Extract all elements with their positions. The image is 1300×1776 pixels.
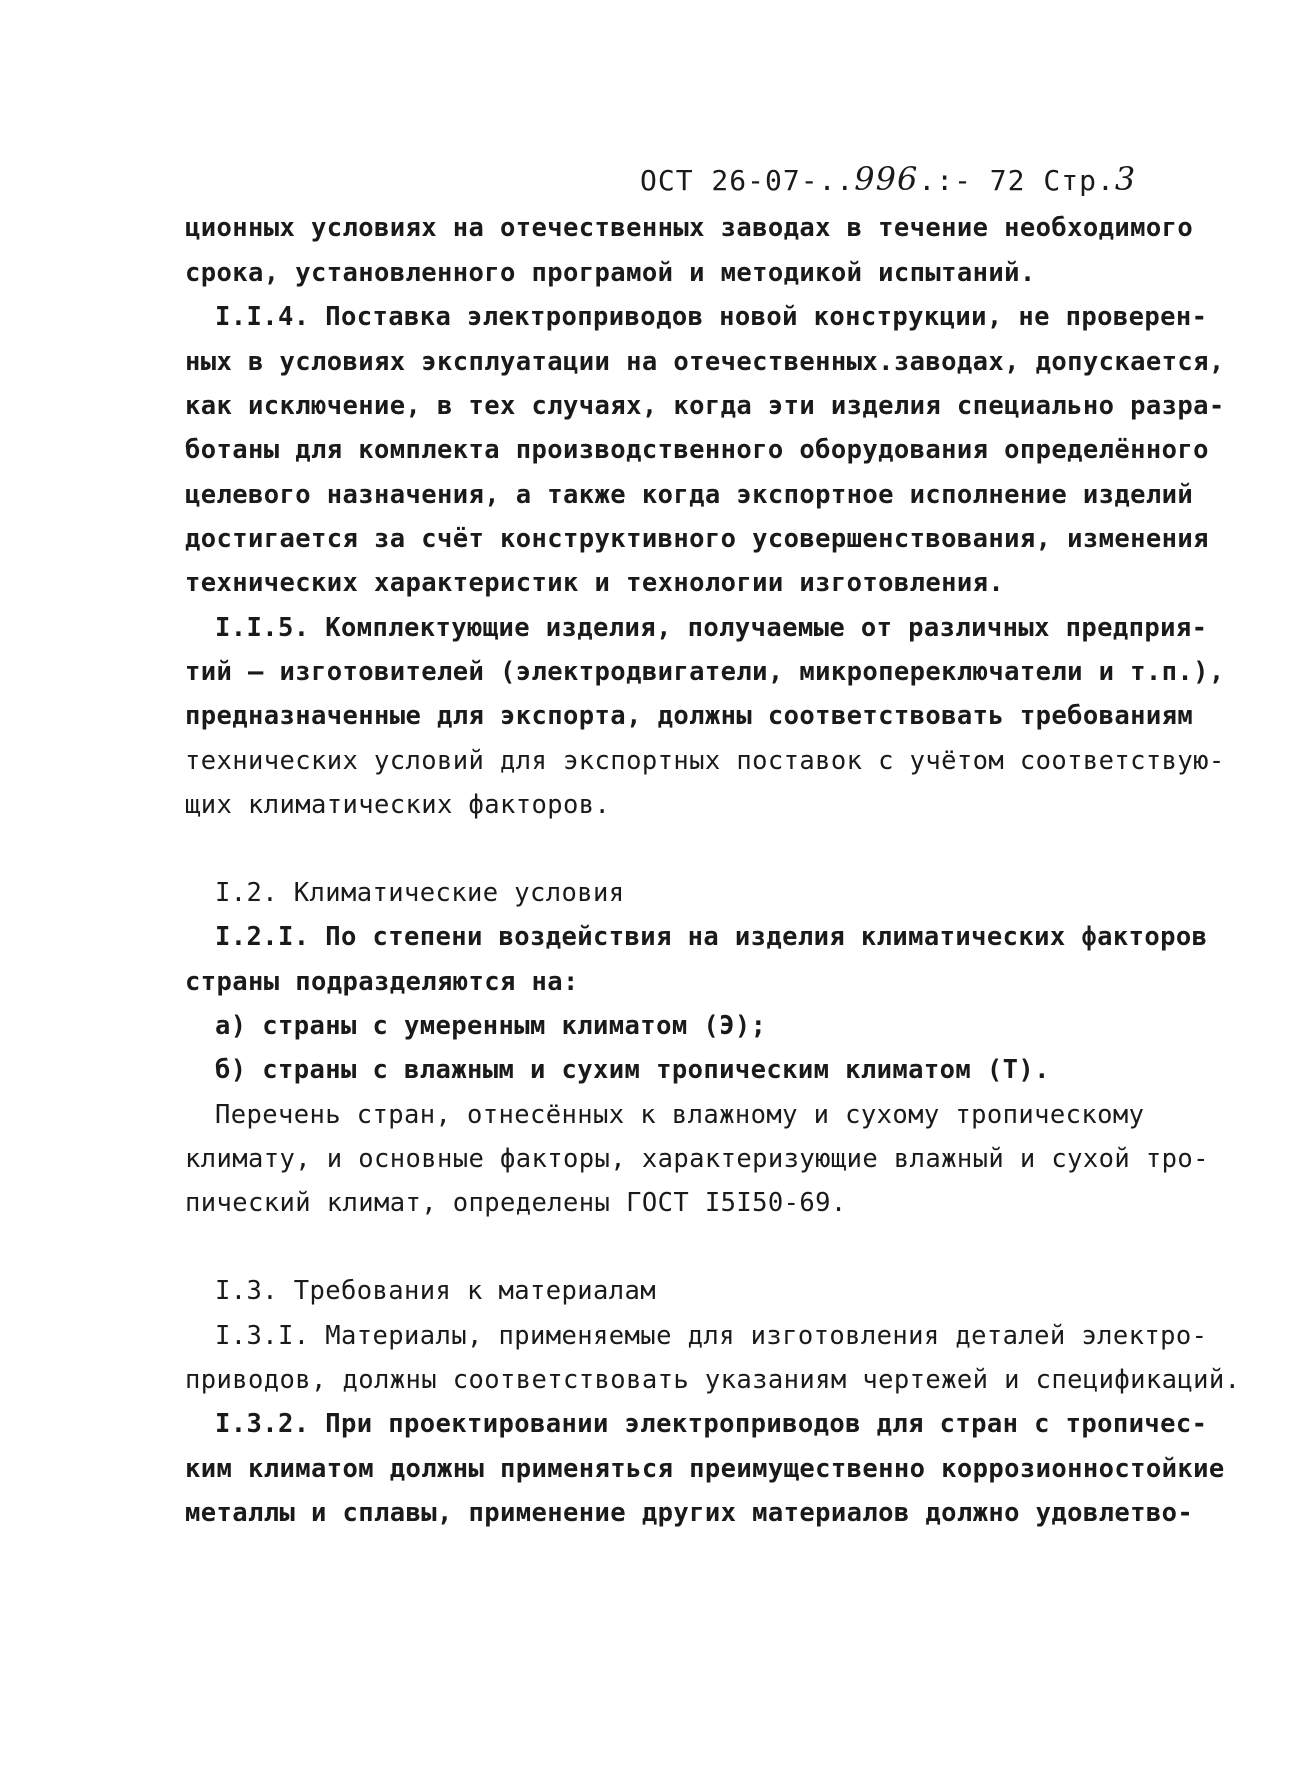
page-header <box>640 160 1136 198</box>
text-line: достигается за счёт конструктивного усовершенствования, изменения <box>185 524 1209 554</box>
text-line: I.3.I. Материалы, применяемые для изготовления деталей электро- <box>215 1321 1208 1351</box>
text-line: страны подразделяются на: <box>185 967 579 997</box>
text-line: как исключение, в тех случаях, когда эти изделия специально разра- <box>185 391 1225 421</box>
text-line: климату, и основные факторы, характеризующие влажный и сухой тро- <box>185 1144 1209 1174</box>
text-line: ботаны для комплекта производственного оборудования определённого <box>185 435 1209 465</box>
text-line: целевого назначения, а также когда экспортное исполнение изделий <box>185 480 1194 510</box>
page-number: 3 <box>1114 160 1137 198</box>
text-line: предназначенные для экспорта, должны соответствовать требованиям <box>185 701 1194 731</box>
text-line: приводов, должны соответствовать указаниям чертежей и спецификаций. <box>185 1365 1241 1395</box>
section-heading: I.3. Требования к материалам <box>215 1276 657 1306</box>
standard-suffix: .:- 72 Стр. <box>918 164 1115 197</box>
text-line: Перечень стран, отнесённых к влажному и сухому тропическому <box>215 1100 1145 1130</box>
list-item: б) страны с влажным и сухим тропическим климатом (Т). <box>215 1055 1050 1085</box>
text-line: технических условий для экспортных поставок с учётом соответствую- <box>185 746 1225 776</box>
text-line: щих климатических факторов. <box>185 790 611 820</box>
text-line: I.I.4. Поставка электроприводов новой конструкции, не проверен- <box>215 302 1208 332</box>
text-line: пический климат, определены ГОСТ I5I50-69. <box>185 1188 847 1218</box>
text-line: I.I.5. Комплектующие изделия, получаемые от различных предприя- <box>215 613 1208 643</box>
text-line: металлы и сплавы, применение других материалов должно удовлетво- <box>185 1498 1194 1528</box>
text-line: I.3.2. При проектировании электроприводов для стран с тропичес- <box>215 1409 1208 1439</box>
text-line: ким климатом должны применяться преимущественно коррозионностойкие <box>185 1454 1225 1484</box>
text-line: ных в условиях эксплуатации на отечественных.заводах, допускается, <box>185 347 1225 377</box>
text-line: технических характеристик и технологии изготовления. <box>185 568 1005 598</box>
section-heading: I.2. Климатические условия <box>215 878 625 908</box>
text-line: срока, установленного програмой и методикой испытаний. <box>185 258 1036 288</box>
list-item: а) страны с умеренным климатом (Э); <box>215 1011 767 1041</box>
handwritten-standard-number: 996 <box>854 160 919 198</box>
standard-prefix: ОСТ 26-07-.. <box>640 164 855 197</box>
text-line: I.2.I. По степени воздействия на изделия климатических факторов <box>215 922 1208 952</box>
text-line: ционных условиях на отечественных заводах в течение необходимого <box>185 213 1194 243</box>
text-line: тий — изготовителей (электродвигатели, микропереключатели и т.п.), <box>185 657 1225 687</box>
